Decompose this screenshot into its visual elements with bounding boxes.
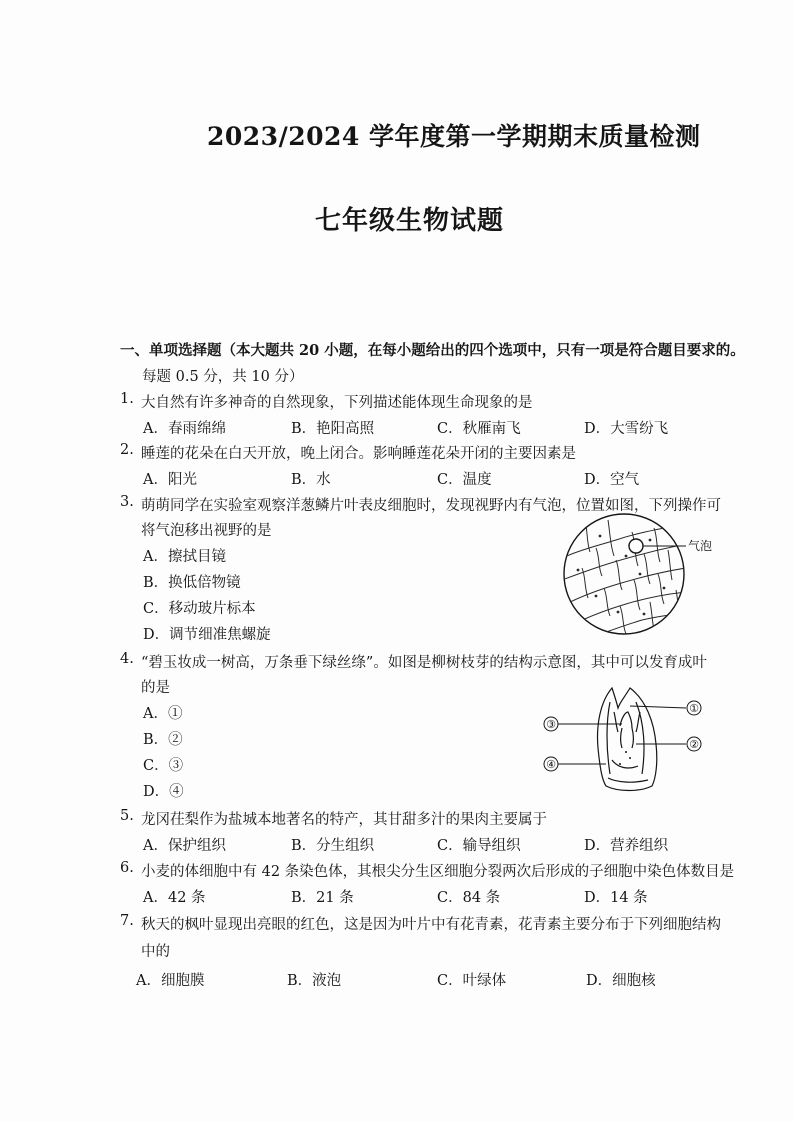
option-a: A．擦拭目镜 [143,549,226,565]
option-c: C．叶绿体 [437,973,507,989]
air-bubble-label: 气泡 [688,539,713,553]
label-leader-lines [558,706,686,764]
section-heading-line1: 一、单项选择题（本大题共 20 小题，在每小题给出的四个选项中，只有一项是符合题目要求的。 [120,342,745,359]
svg-text:③: ③ [546,718,556,731]
svg-text:④: ④ [546,758,556,771]
option-d: D．④ [143,784,184,800]
question-stem-line2: 中的 [141,944,170,960]
question-number: 4. [120,651,134,667]
option-d: D．细胞核 [586,973,656,989]
option-d: D．营养组织 [584,838,669,854]
question-stem-line2: 将气泡移出视野的是 [141,523,272,539]
svg-text:②: ② [689,738,699,751]
option-c: C．③ [143,758,184,774]
question-stem: 睡莲的花朵在白天开放，晚上闭合。影响睡莲花朵开闭的主要因素是 [141,446,576,462]
question-stem: 龙冈茌梨作为盐城本地著名的特产，其甘甜多汁的果肉主要属于 [141,812,547,828]
question-stem: 小麦的体细胞中有 42 条染色体，其根尖分生区细胞分裂两次后形成的子细胞中染色体数目是 [141,864,735,880]
label-2-marker [687,737,701,751]
label-1-marker [687,701,701,715]
question-stem-line1: 秋天的枫叶显现出亮眼的红色，这是因为叶片中有花青素，花青素主要分布于下列细胞结构 [141,917,721,933]
question-number: 5. [120,808,134,824]
option-a: A．保护组织 [143,838,226,854]
option-c: C．84 条 [437,890,501,906]
svg-text:①: ① [689,702,699,715]
bud-interior-marks [619,751,631,765]
question-number: 7. [120,913,134,929]
option-b: B．艳阳高照 [291,421,375,437]
question-number: 1. [120,391,134,407]
option-b: B．换低倍物镜 [143,575,241,591]
option-a: A．细胞膜 [136,973,205,989]
question-stem-line2: 的是 [141,680,170,696]
question-number: 3. [120,494,134,510]
exam-subtitle: 七年级生物试题 [315,206,505,236]
option-d: D．空气 [584,472,640,488]
willow-bud-figure [540,682,710,797]
option-d: D．大雪纷飞 [584,421,669,437]
option-d: D．14 条 [584,890,648,906]
option-b: B．21 条 [291,890,354,906]
option-a: A．春雨绵绵 [143,421,226,437]
onion-epidermal-cells [562,516,686,638]
question-stem-line1: “碧玉妆成一树高，万条垂下绿丝绦”。如图是柳树枝芽的结构示意图，其中可以发育成叶 [141,655,707,671]
exam-title: 2023/2024 学年度第一学期期末质量检测 [207,122,701,151]
question-number: 6. [120,860,134,876]
option-c: C．秋雁南飞 [437,421,521,437]
option-b: B．② [143,732,183,748]
option-a: A．阳光 [143,472,197,488]
air-bubble-icon [629,539,643,553]
option-c: C．移动玻片标本 [143,601,256,617]
question-number: 2. [120,442,134,458]
microscope-field-figure [560,510,740,640]
section-heading-line2: 每题 0.5 分，共 10 分） [142,369,304,385]
label-4-marker [544,757,558,771]
question-stem: 大自然有许多神奇的自然现象，下列描述能体现生命现象的是 [141,395,533,411]
growth-point [620,712,632,728]
option-d: D．调节细准焦螺旋 [143,627,271,643]
option-c: C．温度 [437,472,492,488]
option-a: A．① [143,706,183,722]
option-c: C．输导组织 [437,838,521,854]
option-b: B．分生组织 [291,838,375,854]
option-b: B．水 [291,472,331,488]
label-3-marker [544,717,558,731]
option-b: B．液泡 [287,973,342,989]
question-stem-line1: 萌萌同学在实验室观察洋葱鳞片叶表皮细胞时，发现视野内有气泡，位置如图，下列操作可 [141,498,721,514]
option-a: A．42 条 [143,890,206,906]
